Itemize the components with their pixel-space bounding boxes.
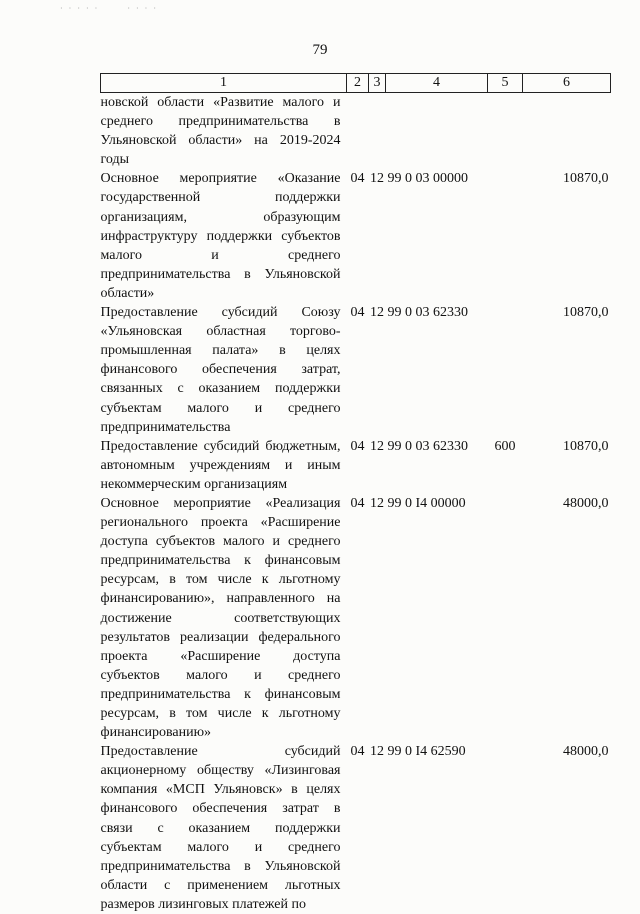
row-target-article: 99 0 I4 62590 — [387, 744, 466, 760]
row-amount: 48000,0 — [563, 744, 609, 760]
row-target-article: 99 0 I4 00000 — [387, 495, 466, 511]
table-row — [101, 93, 611, 170]
table-header-row — [101, 74, 611, 93]
row-expense-type — [488, 742, 523, 914]
row-expense-type — [488, 494, 523, 742]
row-target-article: 99 0 03 62330 — [387, 438, 468, 454]
row-section: 04 — [350, 171, 365, 187]
row-expense-type: 600 — [494, 438, 516, 454]
column-header-target-article: 4 — [386, 74, 488, 93]
scan-marks-decoration: · · · · · · · · · — [60, 4, 158, 13]
row-amount: 10870,0 — [563, 305, 609, 321]
page-number: 79 — [312, 42, 328, 58]
row-expense-type — [488, 169, 523, 303]
column-header-name: 1 — [101, 74, 347, 93]
row-amount: 48000,0 — [563, 495, 609, 511]
column-header-section: 2 — [347, 74, 369, 93]
table-row — [101, 169, 611, 303]
row-expense-type — [488, 93, 523, 170]
row-name: Основное мероприятие «Реализация регионального проекта «Расширение доступа субъектов малого и среднего предпринимательства к финансовым ресурсам, в том числе к льготному финансированию», направленного на достижение соответствующих результатов реализации федерального проекта «Расширение доступа субъектов малого и среднего предпринимательства к финансовым ресурсам, в том числе к льготному финансированию» — [100, 495, 341, 741]
row-name: Основное мероприятие «Оказание государственной поддержки организациям, образующим инфраструктуру поддержки субъектов малого и среднего предпринимательства в Ульяновской области» — [100, 171, 341, 301]
row-subsection: 12 — [370, 171, 384, 187]
row-section — [347, 93, 369, 170]
row-target-article — [386, 93, 488, 170]
column-header-amount: 6 — [523, 74, 611, 93]
row-amount — [523, 93, 611, 170]
row-name: новской области «Развитие малого и среднего предпринимательства в Ульяновской области» на 2019-2024 годы — [100, 95, 341, 168]
table-row — [101, 742, 611, 914]
row-subsection: 12 — [370, 744, 384, 760]
row-expense-type — [488, 303, 523, 437]
row-target-article: 99 0 03 62330 — [387, 305, 468, 321]
row-subsection: 12 — [370, 495, 384, 511]
budget-table — [100, 73, 611, 914]
row-section: 04 — [350, 495, 365, 511]
row-section: 04 — [350, 438, 365, 454]
row-target-article: 99 0 03 00000 — [387, 171, 468, 187]
table-row — [101, 303, 611, 437]
row-name: Предоставление субсидий акционерному обществу «Лизинговая компания «МСП Ульяновск» в целях финансового обеспечения затрат в связи с оказанием поддержки субъектам малого и среднего предпринимательства в Ульяновской области с применением льготных размеров лизинговых платежей по — [100, 744, 341, 912]
table-row — [101, 437, 611, 494]
row-section: 04 — [350, 744, 365, 760]
row-subsection: 12 — [370, 305, 384, 321]
row-amount: 10870,0 — [563, 438, 609, 454]
row-name: Предоставление субсидий Союзу «Ульяновская областная торгово-промышленная палата» в целях финансового обеспечения затрат, связанных с оказанием поддержки субъектам малого и среднего предпринимательства — [100, 305, 341, 435]
row-amount: 10870,0 — [563, 171, 609, 187]
column-header-subsection: 3 — [369, 74, 386, 93]
row-subsection — [369, 93, 386, 170]
row-name: Предоставление субсидий бюджетным, автономным учреждениям и иным некоммерческим организациям — [100, 438, 341, 492]
row-subsection: 12 — [370, 438, 384, 454]
column-header-expense-type: 5 — [488, 74, 523, 93]
row-section: 04 — [350, 305, 365, 321]
table-row — [101, 494, 611, 742]
